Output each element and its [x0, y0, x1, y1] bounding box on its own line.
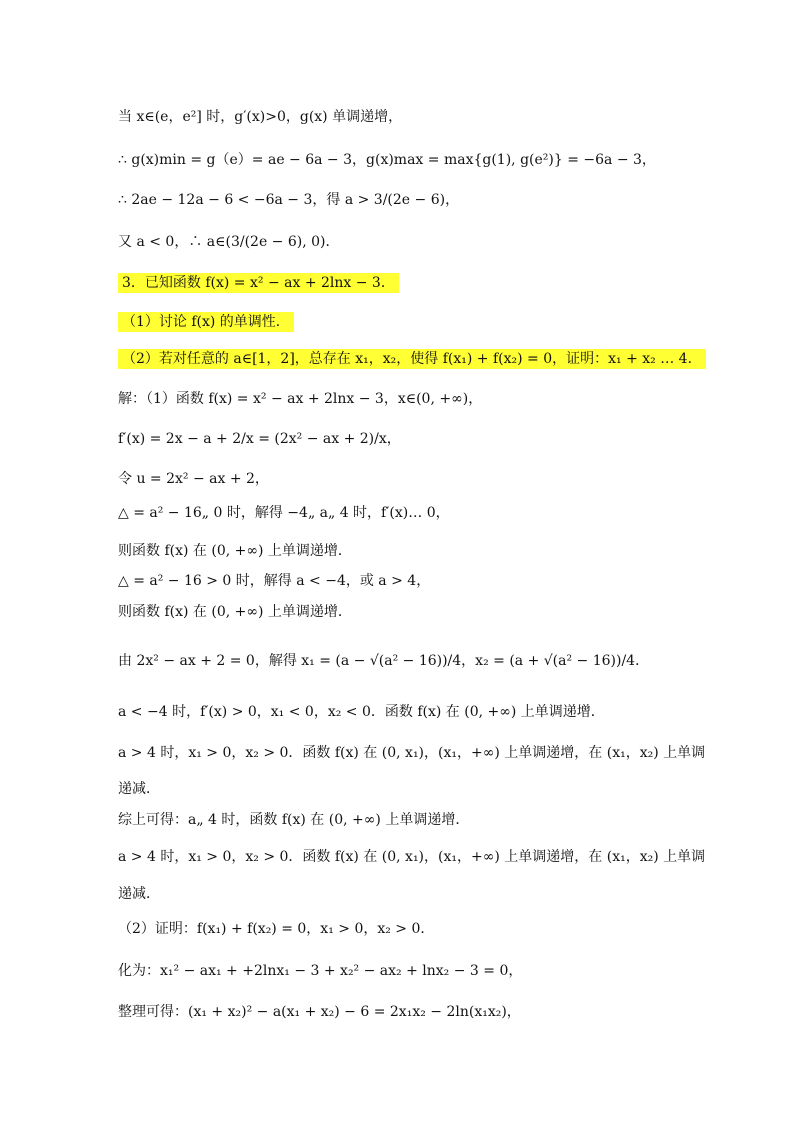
highlighted-text: 3．已知函数 f(x) = x² − ax + 2lnx − 3． [118, 273, 399, 293]
line-text: 递减． [118, 886, 160, 902]
text-line [118, 780, 160, 798]
text-line [118, 962, 522, 980]
line-text: △ = a² − 16 > 0 时，解得 a < −4，或 a > 4， [118, 573, 431, 589]
text-line [118, 233, 340, 251]
line-text: 综上可得：a„ 4 时，函数 f(x) 在 (0, +∞) 上单调递增． [118, 812, 470, 828]
problem-title [118, 274, 399, 292]
text-line [118, 542, 352, 560]
text-line [118, 703, 605, 721]
line-text: ∴ g(x)min = g（e）= ae − 6a − 3，g(x)max = max{g(1), g(e²)} = −6a − 3， [118, 152, 656, 168]
problem-part-2 [118, 350, 706, 368]
line-text: 整理可得：(x₁ + x₂)² − a(x₁ + x₂) − 6 = 2x₁x₂ − 2ln(x₁x₂)， [118, 1004, 521, 1020]
highlighted-text: （2）若对任意的 a∈[1，2]，总存在 x₁，x₂，使得 f(x₁) + f(x₂) = 0，证明：x₁ + x₂ … 4． [118, 349, 706, 369]
text-line [118, 504, 450, 522]
text-line [118, 885, 160, 903]
line-text: 则函数 f(x) 在 (0, +∞) 上单调递增． [118, 543, 352, 559]
text-line [118, 390, 482, 408]
line-text: 递减． [118, 781, 160, 797]
line-text: a < −4 时，f′(x) > 0，x₁ < 0，x₂ < 0．函数 f(x) 在 (0, +∞) 上单调递增． [118, 704, 605, 720]
line-text: 化为：x₁² − ax₁ + +2lnx₁ − 3 + x₂² − ax₂ + lnx₂ − 3 = 0， [118, 963, 523, 979]
line-text: （2）证明：f(x₁) + f(x₂) = 0，x₁ > 0，x₂ > 0． [118, 921, 435, 937]
text-line [118, 108, 402, 126]
text-line [118, 811, 469, 829]
text-line [118, 572, 430, 590]
formula-line [118, 652, 649, 670]
text-line [118, 151, 656, 169]
line-text: 又 a < 0，∴ a∈(3/(2e − 6), 0)． [118, 234, 340, 250]
text-line [118, 1003, 521, 1021]
line-text: 当 x∈(e，e²] 时，g′(x)>0，g(x) 单调递增， [118, 109, 403, 125]
text-line [118, 470, 269, 488]
problem-part-1 [118, 313, 294, 331]
line-text: △ = a² − 16„ 0 时，解得 −4„ a„ 4 时，f′(x)… 0， [118, 505, 450, 521]
line-text: a > 4 时，x₁ > 0，x₂ > 0．函数 f(x) 在 (0, x₁)，(x₁，+∞) 上单调递增，在 (x₁，x₂) 上单调 [118, 849, 706, 865]
line-text: a > 4 时，x₁ > 0，x₂ > 0．函数 f(x) 在 (0, x₁)，(x₁，+∞) 上单调递增，在 (x₁，x₂) 上单调 [118, 745, 706, 761]
text-line [118, 744, 705, 762]
text-line [118, 191, 459, 209]
line-text: 则函数 f(x) 在 (0, +∞) 上单调递增． [118, 604, 352, 620]
line-text: 解：（1）函数 f(x) = x² − ax + 2lnx − 3，x∈(0, +∞)， [118, 391, 483, 407]
text-line [118, 603, 352, 621]
formula-line [118, 430, 401, 448]
highlighted-text: （1）讨论 f(x) 的单调性． [118, 312, 294, 332]
text-line [118, 848, 705, 866]
line-text: 令 u = 2x² − ax + 2， [118, 471, 269, 487]
line-text: ∴ 2ae − 12a − 6 < −6a − 3，得 a > 3/(2e − 6)， [118, 192, 460, 208]
text-line [118, 920, 434, 938]
line-text: f′(x) = 2x − a + 2/x = (2x² − ax + 2)/x， [118, 431, 401, 447]
line-text: 由 2x² − ax + 2 = 0，解得 x₁ = (a − √(a² − 16))/4，x₂ = (a + √(a² − 16))/4． [118, 653, 650, 669]
